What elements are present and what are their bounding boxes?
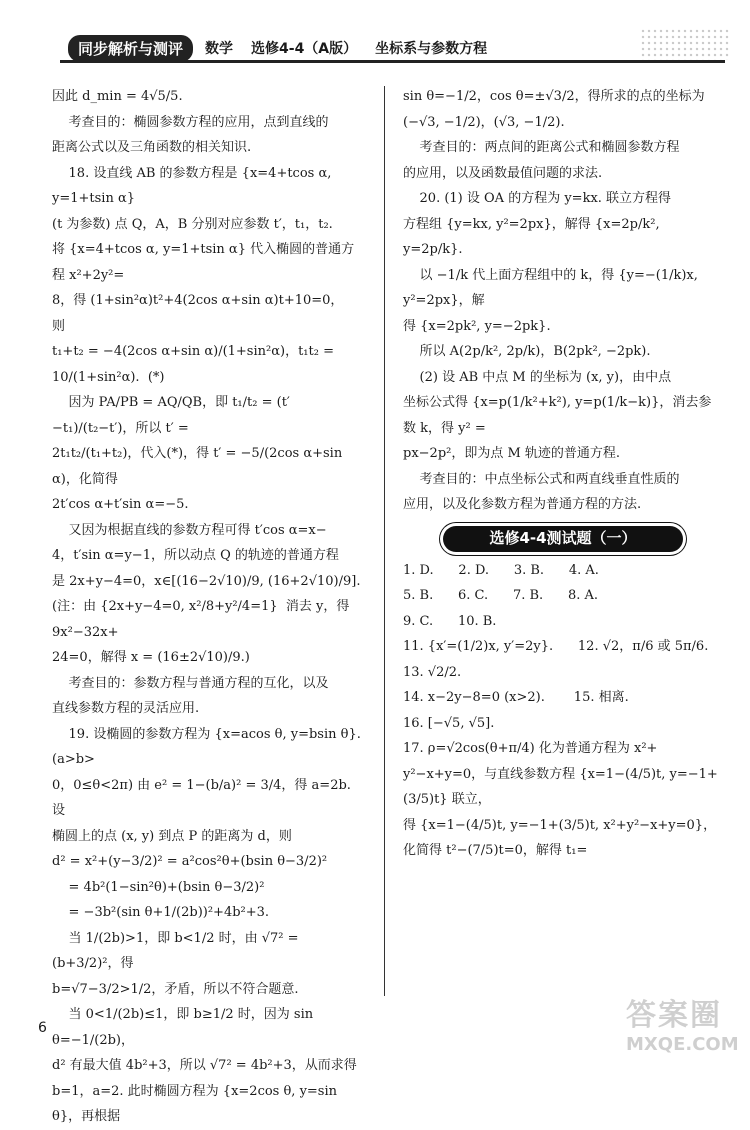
right-column (403, 84, 725, 864)
text-line: 因为 PA/PB = AQ/QB，即 t₁/t₂ = (t′−t₁)/(t₂−t′)，所以 t′ = (52, 395, 290, 436)
text-line: = 4b²(1−sin²θ)+(bsin θ−3/2)² (52, 879, 265, 895)
text-line: 是 2x+y−4=0，x∈[(16−2√10)/9, (16+2√10)/9]. (52, 573, 361, 589)
text-line: 11. {x′=(1/2)x, y′=2y}. 12. √2，π/6 或 5π/6. (403, 639, 709, 654)
text-line: px−2p²，即为点 M 轨迹的普通方程. (403, 446, 621, 461)
text-line: 5. B. 6. C. 7. B. 8. A. (403, 588, 599, 603)
text-line: 18. 设直线 AB 的参数方程是 {x=4+tcos α, y=1+tsin α} (52, 165, 336, 206)
text-line: 考查目的：椭圆参数方程的应用，点到直线的 (52, 114, 329, 130)
header-subject: 数学 (205, 41, 234, 57)
section-title-banner: 选修4-4测试题（一） (443, 526, 683, 552)
text-line: 椭圆上的点 (x, y) 到点 P 的距离为 d，则 (52, 828, 292, 844)
text-line: 考查目的：参数方程与普通方程的互化，以及 (52, 675, 329, 691)
text-line: (注：由 {2x+y−4=0, x²/8+y²/4=1} 消去 y，得 9x²−32x+ (52, 599, 354, 640)
text-line: 坐标公式得 {x=p(1/k²+k²), y=p(1/k−k)}，消去参数 k，得 y² = (403, 395, 712, 436)
text-line: 13. √2/2. (403, 664, 462, 680)
text-line: 17. ρ=√2cos(θ+π/4) 化为普通方程为 x²+ (403, 741, 658, 756)
text-line: y²−x+y=0，与直线参数方程 {x=1−(4/5)t, y=−1+(3/5)t} 联立， (403, 766, 718, 807)
text-line: 0，0≤θ<2π) 由 e² = 1−(b/a)² = 3/4，得 a=2b. 设 (52, 777, 356, 818)
left-column (52, 84, 367, 1130)
text-line: 2t′cos α+t′sin α=−5. (52, 497, 189, 512)
column-divider (384, 86, 385, 996)
text-line: t₁+t₂ = −4(2cos α+sin α)/(1+sin²α)，t₁t₂ = 10/(1+sin²α). (*) (52, 344, 339, 385)
text-line: 应用，以及化参数方程为普通方程的方法. (403, 497, 642, 512)
text-line: (−√3, −1/2)，(√3, −1/2). (403, 114, 565, 130)
text-line: 又因为根据直线的参数方程可得 t′cos α=x− (52, 522, 327, 538)
book-title-badge: 同步解析与测评 (68, 35, 193, 62)
text-line: b=√7−3/2>1/2，矛盾，所以不符合题意. (52, 981, 299, 997)
page-header (68, 36, 688, 60)
text-line: 2t₁t₂/(t₁+t₂)，代入(*)，得 t′ = −5/(2cos α+sin α)，化简得 (52, 446, 347, 487)
text-line: 8，得 (1+sin²α)t²+4(2cos α+sin α)t+10=0， (52, 293, 344, 308)
text-line: (2) 设 AB 中点 M 的坐标为 (x, y)，由中点 (403, 369, 672, 385)
text-line: 20. (1) 设 OA 的方程为 y=kx. 联立方程得 (403, 191, 672, 206)
page-number: 6 (38, 1020, 47, 1036)
text-line: 因此 d_min = 4√5/5. (52, 89, 183, 104)
text-line: 24=0，解得 x = (16±2√10)/9.) (52, 650, 250, 665)
header-rule (60, 60, 725, 63)
text-line: b=1，a=2. 此时椭圆方程为 {x=2cos θ, y=sin θ}，再根据 (52, 1083, 342, 1124)
text-line: d² 有最大值 4b²+3，所以 √7² = 4b²+3，从而求得 (52, 1058, 357, 1073)
text-line: (t 为参数) 点 Q，A，B 分别对应参数 t′，t₁，t₂. (52, 216, 333, 232)
text-line: 当 0<1/(2b)≤1，即 b≥1/2 时，因为 sin θ=−1/(2b)， (52, 1007, 318, 1048)
header-topic: 坐标系与参数方程 (375, 41, 488, 57)
text-line: 9. C. 10. B. (403, 613, 497, 629)
text-line: 将 {x=4+tcos α, y=1+tsin α} 代入椭圆的普通方程 x²+2y²= (52, 242, 355, 283)
text-line: 所以 A(2p/k², 2p/k)，B(2pk², −2pk). (403, 344, 651, 359)
text-line: = −3b²(sin θ+1/(2b))²+4b²+3. (52, 905, 270, 920)
text-line: 得 {x=1−(4/5)t, y=−1+(3/5)t, x²+y²−x+y=0}， 化简得 t²−(7/5)t=0，解得 t₁= (403, 817, 725, 858)
text-line: 当 1/(2b)>1，即 b<1/2 时，由 √7² = (b+3/2)²，得 (52, 930, 303, 971)
watermark-logo (626, 990, 744, 1056)
text-line: sin θ=−1/2，cos θ=±√3/2，得所求的点的坐标为 (403, 89, 705, 104)
text-line: 以 −1/k 代上面方程组中的 k，得 {y=−(1/k)x, y²=2px}，解 (403, 267, 703, 308)
text-line: 1. D. 2. D. 3. B. 4. A. (403, 562, 599, 578)
text-line: d² = x²+(y−3/2)² = a²cos²θ+(bsin θ−3/2)² (52, 854, 328, 869)
text-line: 19. 设椭圆的参数方程为 {x=acos θ, y=bsin θ}. (a>b> (52, 726, 365, 767)
text-line: 直线参数方程的灵活应用. (52, 701, 200, 716)
text-line: 方程组 {y=kx, y²=2px}，解得 {x=2p/k², y=2p/k}. (403, 216, 664, 257)
text-line: 4，t′sin α=y−1，所以动点 Q 的轨迹的普通方程 (52, 548, 339, 563)
text-line: 14. x−2y−8=0 (x>2). 15. 相离. (403, 690, 629, 705)
text-line: 得 {x=2pk², y=−2pk}. (403, 318, 551, 334)
text-line: 考查目的：中点坐标公式和两直线垂直性质的 (403, 471, 680, 487)
text-line: 距离公式以及三角函数的相关知识. (52, 140, 252, 155)
text-line: 则 (52, 318, 66, 334)
watermark-line1: 答案圈 (626, 998, 722, 1033)
watermark-line2: MXQE.COM (626, 1034, 739, 1055)
text-line: 考查目的：两点间的距离公式和椭圆参数方程 (403, 140, 680, 155)
text-line: 16. [−√5, √5]. (403, 715, 495, 731)
header-course: 选修4-4（A版） (251, 41, 358, 57)
text-line: 的应用，以及函数最值问题的求法. (403, 165, 603, 181)
